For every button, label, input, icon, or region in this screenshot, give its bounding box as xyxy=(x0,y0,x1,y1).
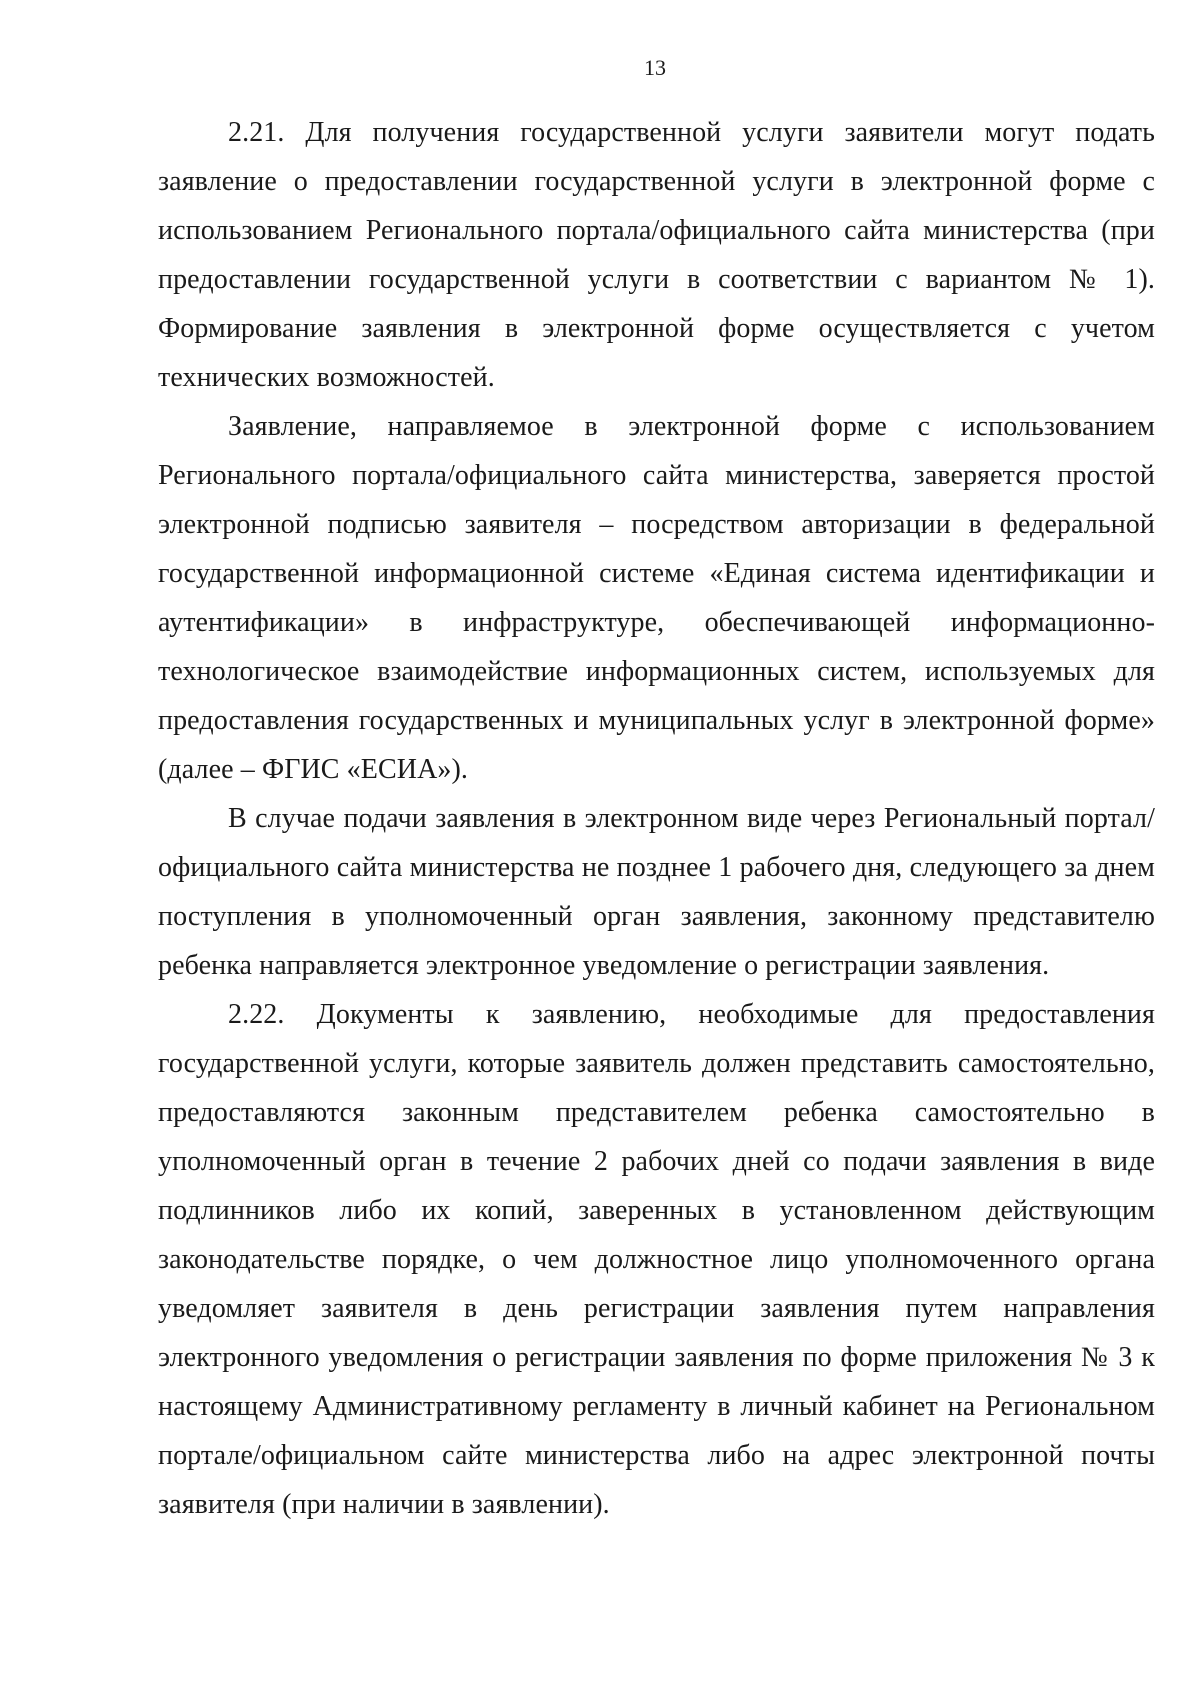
paragraph-esia-signature: Заявление, направляемое в электронной форме с использованием Регионального портала/официального сайта министерства, заверяется простой электронной подписью заявителя – посредством авторизации в федеральной государственной информационной системе «Единая система идентификации и аутентификации» в инфраструктуре, обеспечивающей информационно-технологическое взаимодействие информационных систем, используемых для предоставления государственных и муниципальных услуг в электронной форме» (далее – ФГИС «ЕСИА»). xyxy=(158,411,1155,785)
paragraph-2-21: 2.21. Для получения государственной услуги заявители могут подать заявление о предоставлении государственной услуги в электронной форме с использованием Регионального портала/официального сайта министерства (при предоставлении государственной услуги в соответствии с вариантом № 1). Формирование заявления в электронной форме осуществляется с учетом технических возможностей. xyxy=(158,117,1155,393)
paragraph-notification: В случае подачи заявления в электронном виде через Региональный портал/официального сайта министерства не позднее 1 рабочего дня, следующего за днем поступления в уполномоченный орган заявления, законному представителю ребенка направляется электронное уведомление о регистрации заявления. xyxy=(158,803,1155,981)
document-body xyxy=(158,108,1155,1529)
page-number: 13 xyxy=(644,55,666,80)
paragraph-2-22: 2.22. Документы к заявлению, необходимые для предоставления государственной услуги, которые заявитель должен представить самостоятельно, предоставляются законным представителем ребенка самостоятельно в уполномоченный орган в течение 2 рабочих дней со подачи заявления в виде подлинников либо их копий, заверенных в установленном действующим законодательстве порядке, о чем должностное лицо уполномоченного органа уведомляет заявителя в день регистрации заявления путем направления электронного уведомления о регистрации заявления по форме приложения № 3 к настоящему Административному регламенту в личный кабинет на Региональном портале/официальном сайте министерства либо на адрес электронной почты заявителя (при наличии в заявлении). xyxy=(158,999,1155,1520)
